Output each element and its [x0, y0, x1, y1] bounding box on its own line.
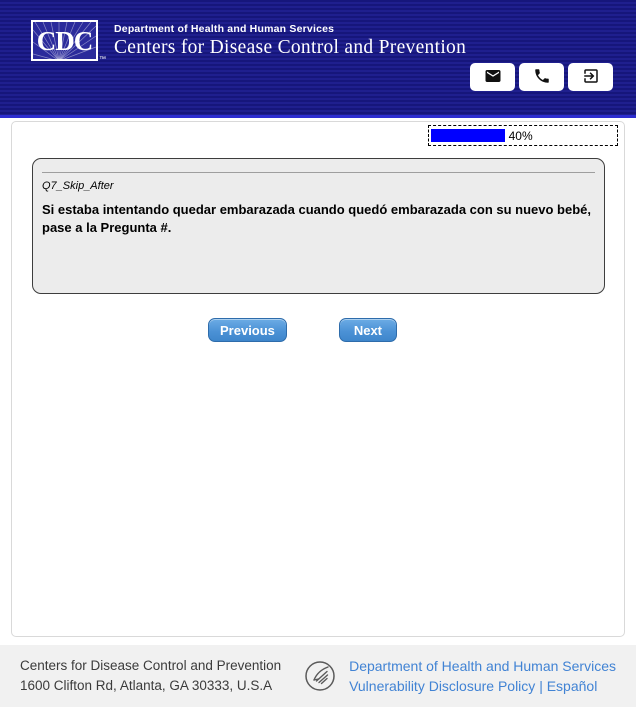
cdc-logo-icon: [31, 20, 98, 61]
trademark-symbol: ™: [99, 56, 106, 63]
hhs-logo-icon: [303, 659, 337, 693]
progress-bar: [428, 125, 618, 146]
phone-button[interactable]: [519, 63, 564, 91]
email-button[interactable]: [470, 63, 515, 91]
progress-percent-label: 40%: [508, 128, 533, 143]
footer-org-name: Centers for Disease Control and Prevention: [20, 658, 282, 673]
organization-title: Centers for Disease Control and Prevention: [114, 37, 467, 58]
navigation-buttons: [208, 318, 397, 342]
cdc-header-banner: [0, 0, 636, 118]
cdc-logo-block[interactable]: [31, 20, 466, 61]
question-separator: [42, 172, 595, 173]
link-separator: |: [539, 678, 543, 694]
footer-links-block: [303, 656, 616, 696]
espanol-link[interactable]: Español: [546, 678, 598, 694]
hhs-link[interactable]: Department of Health and Human Services: [349, 658, 616, 674]
previous-button[interactable]: Previous: [208, 318, 287, 342]
footer-street-address: 1600 Clifton Rd, Atlanta, GA 30333, U.S.A: [20, 678, 273, 693]
survey-content-panel: [11, 121, 625, 637]
email-icon: [484, 67, 502, 88]
question-code-label: Q7_Skip_After: [42, 180, 114, 192]
footer-address-block: [20, 656, 281, 696]
department-title: Department of Health and Human Services: [114, 23, 335, 35]
question-text: Si estaba intentando quedar embarazada cuando quedó embarazada con su nuevo bebé, pase a la Pregunta #.: [42, 202, 592, 236]
vulnerability-disclosure-link[interactable]: Vulnerability Disclosure Policy: [349, 678, 536, 694]
footer-links: [349, 656, 616, 696]
svg-text:CDC: CDC: [36, 26, 93, 56]
header-action-buttons: [470, 63, 613, 91]
progress-fill: [431, 129, 505, 142]
header-titles: [114, 20, 466, 59]
next-button[interactable]: Next: [339, 318, 397, 342]
exit-button[interactable]: [568, 63, 613, 91]
exit-icon: [582, 67, 600, 88]
phone-icon: [533, 67, 551, 88]
page-footer: [0, 645, 636, 707]
question-box: [32, 158, 605, 294]
